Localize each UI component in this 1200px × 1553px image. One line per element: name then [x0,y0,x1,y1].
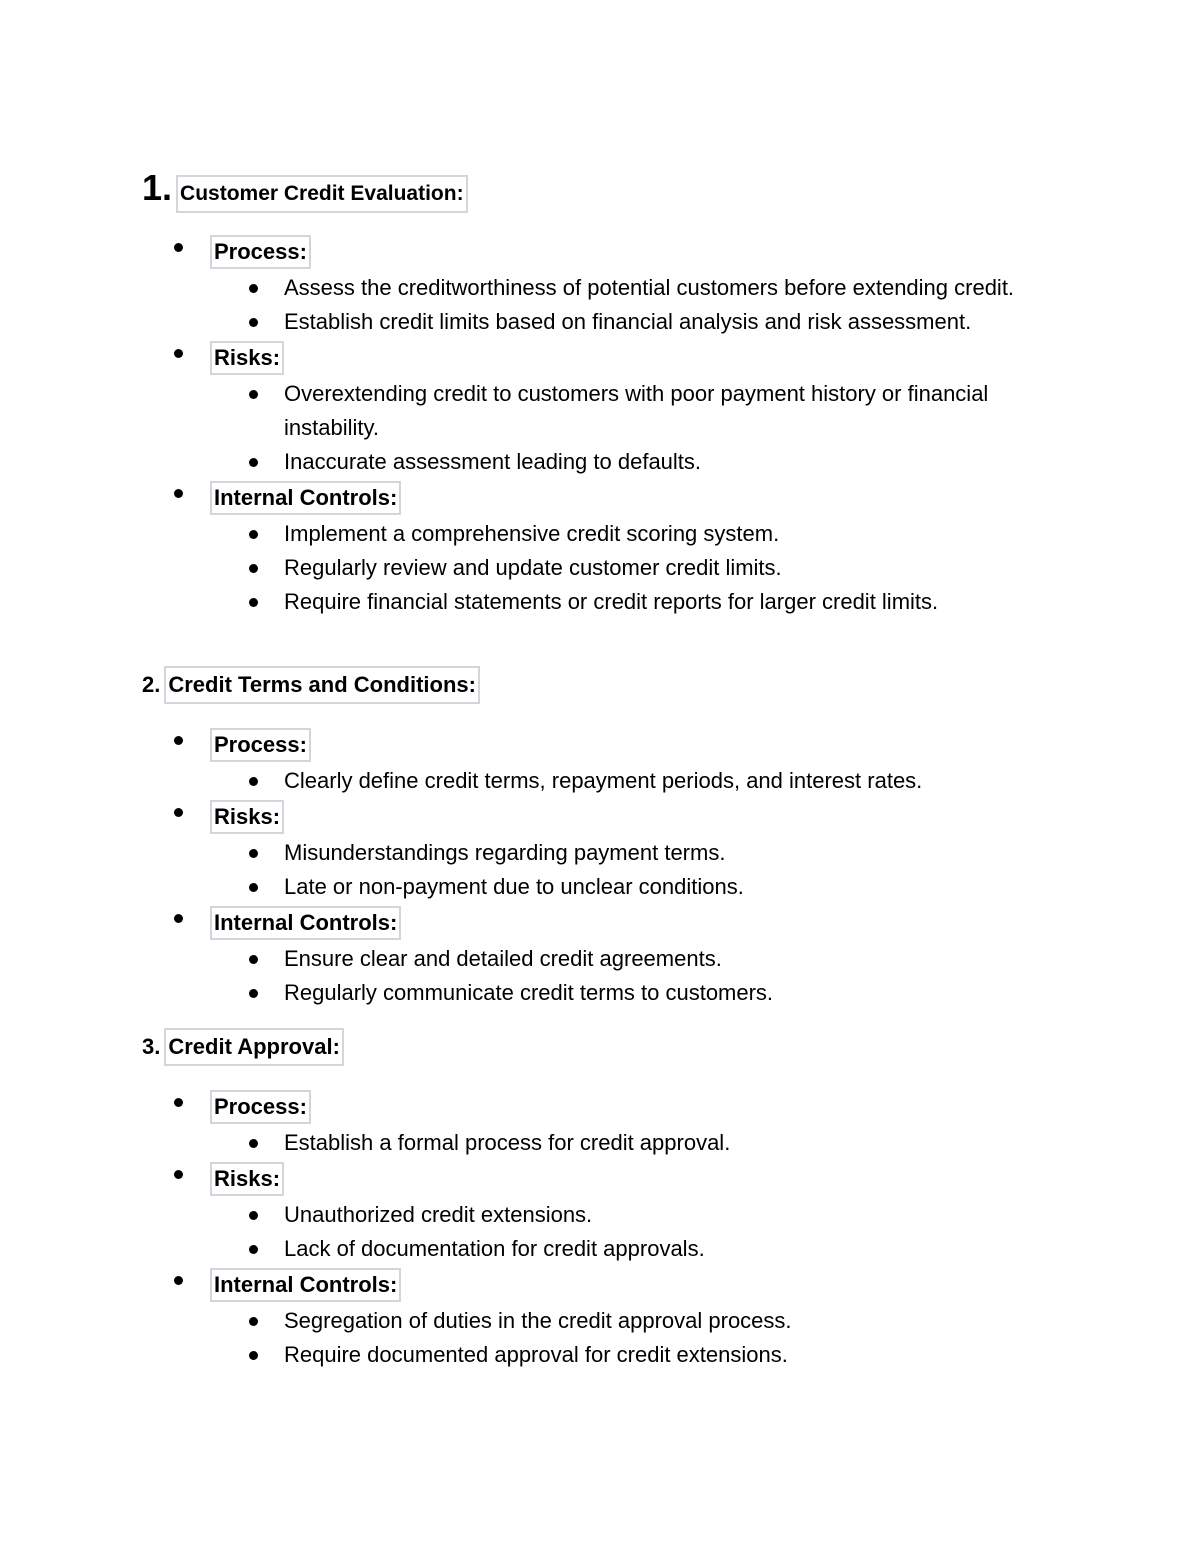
list-item [212,1304,984,1338]
bullet-icon [249,1351,258,1360]
item-list [212,1198,1102,1266]
bullet-icon [174,1276,183,1285]
section-customer-credit-evaluation [142,166,1102,621]
item-list [212,271,1102,339]
list-item [212,517,1064,551]
list-item [212,271,1064,305]
list-item [212,305,1064,339]
category-label: Internal Controls: [210,481,401,515]
list-item-text: Misunderstandings regarding payment terms. [284,840,726,865]
bullet-icon [249,318,258,327]
category-process [142,1090,1102,1160]
list-item [212,1198,984,1232]
section-number: 1. [142,167,173,208]
item-list [212,942,1102,1010]
item-list [212,1126,1102,1160]
bullet-icon [249,530,258,539]
item-list [212,377,1102,479]
section-heading [142,666,1102,704]
bullet-icon [174,914,183,923]
bullet-icon [249,564,258,573]
item-list [212,517,1102,619]
category-risks [142,1162,1102,1266]
category-label: Internal Controls: [210,906,401,940]
list-item [212,377,1064,445]
item-list [212,836,1102,904]
section-title: Credit Approval: [164,1028,344,1066]
bullet-icon [249,1245,258,1254]
list-item [212,445,1064,479]
bullet-icon [174,1098,183,1107]
bullet-icon [249,390,258,399]
category-label: Risks: [210,341,284,375]
bullet-icon [249,849,258,858]
list-item-text: Require financial statements or credit reports for larger credit limits. [284,589,939,614]
category-list [142,235,1102,619]
list-item-text: Inaccurate assessment leading to defaults. [284,449,702,474]
list-item [212,1232,984,1266]
category-label: Risks: [210,800,284,834]
list-item-text: Late or non-payment due to unclear conditions. [284,874,744,899]
bullet-icon [249,955,258,964]
section-credit-terms [142,666,1102,1012]
bullet-icon [249,883,258,892]
category-internal-controls [142,906,1102,1010]
list-item-text: Implement a comprehensive credit scoring system. [284,521,780,546]
list-item-text: Regularly review and update customer credit limits. [284,555,782,580]
bullet-icon [249,458,258,467]
list-item [212,942,984,976]
bullet-icon [174,243,183,252]
category-process [142,235,1102,339]
category-label: Process: [210,728,311,762]
section-heading [142,1028,1102,1066]
list-item [212,870,984,904]
bullet-icon [174,489,183,498]
list-item [212,764,984,798]
list-item [212,1338,984,1372]
category-internal-controls [142,481,1102,619]
bullet-icon [174,349,183,358]
item-list [212,764,1102,798]
bullet-icon [174,808,183,817]
bullet-icon [174,736,183,745]
section-title: Customer Credit Evaluation: [176,175,468,213]
section-number: 2. [142,672,161,697]
bullet-icon [249,777,258,786]
bullet-icon [174,1170,183,1179]
list-item [212,836,984,870]
category-list [142,728,1102,1010]
category-label: Process: [210,235,311,269]
section-number: 3. [142,1034,161,1059]
bullet-icon [249,1139,258,1148]
bullet-icon [249,989,258,998]
bullet-icon [249,284,258,293]
category-risks [142,800,1102,904]
list-item [212,1126,984,1160]
list-item-text: Establish credit limits based on financial analysis and risk assessment. [284,309,972,334]
list-item-text: Overextending credit to customers with poor payment history or financial instability. [284,381,989,440]
list-item-text: Require documented approval for credit extensions. [284,1342,788,1367]
list-item [212,976,984,1010]
list-item-text: Lack of documentation for credit approvals. [284,1236,705,1261]
list-item-text: Segregation of duties in the credit approval process. [284,1308,792,1333]
category-label: Process: [210,1090,311,1124]
list-item [212,551,1064,585]
list-item-text: Assess the creditworthiness of potential customers before extending credit. [284,275,1015,300]
bullet-icon [249,598,258,607]
section-title: Credit Terms and Conditions: [164,666,480,704]
list-item-text: Unauthorized credit extensions. [284,1202,593,1227]
category-label: Risks: [210,1162,284,1196]
section-credit-approval [142,1028,1102,1374]
bullet-icon [249,1211,258,1220]
section-heading [142,166,1102,213]
bullet-icon [249,1317,258,1326]
category-risks [142,341,1102,479]
list-item [212,585,1064,619]
category-list [142,1090,1102,1372]
item-list [212,1304,1102,1372]
list-item-text: Establish a formal process for credit approval. [284,1130,731,1155]
list-item-text: Clearly define credit terms, repayment periods, and interest rates. [284,768,923,793]
category-label: Internal Controls: [210,1268,401,1302]
category-internal-controls [142,1268,1102,1372]
list-item-text: Ensure clear and detailed credit agreements. [284,946,722,971]
list-item-text: Regularly communicate credit terms to customers. [284,980,774,1005]
category-process [142,728,1102,798]
